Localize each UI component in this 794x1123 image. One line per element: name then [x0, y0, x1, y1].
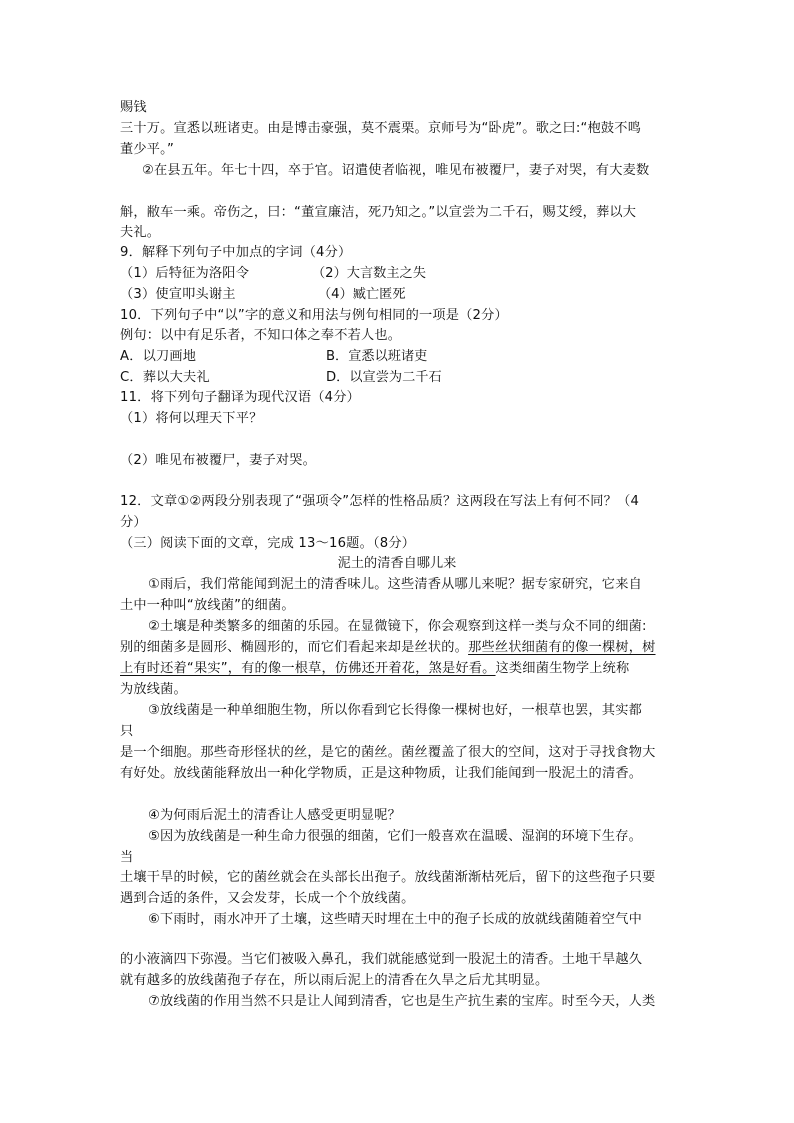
article-line — [120, 660, 629, 677]
question-9: 9．解释下列句子中加点的字词（4分） — [120, 245, 352, 260]
article-line: 当 — [120, 850, 134, 865]
article-line: 只 — [120, 724, 134, 739]
passage-line: 三十万。宣悉以班诸吏。由是博击豪强，莫不震栗。京师号为“卧虎”。歌之曰:“枹鼓不鸣 — [120, 121, 642, 136]
article-line: 是一个细胞。那些奇形怪状的丝，是它的菌丝。菌丝覆盖了很大的空间，这对于寻找食物大 — [120, 745, 656, 760]
question-10: 10．下列句子中“以”字的意义和用法与例句相同的一项是（2分） — [120, 308, 508, 323]
section-3-heading: （三）阅读下面的文章，完成 13～16题。（8分） — [120, 536, 416, 551]
article-line: 就有越多的放线菌孢子存在，所以雨后泥上的清香在久旱之后尤其明显。 — [120, 973, 549, 988]
q9-item-4: （4）臧亡匿死 — [318, 287, 406, 302]
question-12: 12．文章①②两段分别表现了“强项令”怎样的性格品质？这两段在写法上有何不同？（4 — [120, 494, 640, 509]
article-text: 这类细菌生物学上统称 — [495, 661, 630, 676]
article-text: 别的细菌多是圆形、椭圆形的，而它们看起来却是丝状的。 — [120, 640, 469, 655]
article-line: 土壤干旱的时候，它的菌丝就会在头部长出孢子。放线菌渐渐枯死后，留下的这些孢子只要 — [120, 870, 656, 885]
q9-item-1: （1）后特征为洛阳令 — [120, 266, 250, 281]
q11-item-2: （2）唯见布被覆尸，妻子对哭。 — [120, 453, 317, 468]
option-b: B．宣悉以班诸吏 — [326, 349, 428, 364]
article-line: ①雨后，我们常能闻到泥土的清香味儿。这些清香从哪儿来呢？据专家研究，它来自 — [148, 577, 642, 592]
article-line: ⑤因为放线菌是一种生命力很强的细菌，它们一般喜欢在温暖、湿润的环境下生存。 — [148, 829, 642, 844]
article-line: 遇到合适的条件，又会发芽，长成一个个放线菌。 — [120, 891, 415, 906]
option-d: D．以宣尝为二千石 — [326, 370, 442, 385]
article-line: 土中一种叫“放线菌”的细菌。 — [120, 598, 295, 613]
q11-item-1: （1）将何以理天下平？ — [120, 411, 263, 426]
q9-item-3: （3）使宣叩头谢主 — [120, 287, 236, 302]
article-line: ④为何雨后泥土的清香让人感受更明显呢？ — [148, 808, 401, 823]
article-line — [120, 639, 656, 656]
article-line: ②土壤是种类繁多的细菌的乐园。在显微镜下，你会观察到这样一类与众不同的细菌: — [148, 619, 647, 634]
article-line: 的小液滴四下弥漫。当它们被吸入鼻孔，我们就能感觉到一股泥土的清香。土地干旱越久 — [120, 952, 643, 967]
question-12-cont: 分） — [120, 515, 147, 530]
underlined-text: 那些丝状细菌有的像一棵树，树 — [468, 640, 656, 655]
passage-line: ②在县五年。年七十四，卒于官。诏遣使者临视，唯见布被覆尸，妻子对哭，有大麦数 — [142, 163, 650, 178]
passage-line: 夫礼。 — [120, 225, 161, 240]
option-c: C．葬以大夫礼 — [120, 370, 210, 385]
underlined-text: 上有时还着“果实”，有的像一根草，仿佛还开着花，煞是好看。 — [120, 661, 496, 676]
option-a: A．以刀画地 — [120, 349, 197, 364]
question-11: 11．将下列句子翻译为现代汉语（4分） — [120, 390, 360, 405]
article-line: 有好处。放线菌能释放出一种化学物质，正是这种物质，让我们能闻到一股泥土的清香。 — [120, 766, 643, 781]
passage-line: 董少平。” — [120, 142, 174, 157]
article-line: 为放线菌。 — [120, 682, 187, 697]
q10-example: 例句：以中有足乐者，不知口体之奉不若人也。 — [120, 328, 402, 343]
article-line: ③放线菌是一种单细胞生物，所以你看到它长得像一棵树也好，一根草也罢，其实都 — [148, 703, 642, 718]
article-title: 泥土的清香自哪儿来 — [337, 556, 457, 571]
article-line: ⑦放线菌的作用当然不只是让人闻到清香，它也是生产抗生素的宝库。时至今天，人类 — [148, 994, 656, 1009]
passage-line: 赐钱 — [120, 100, 147, 115]
passage-line: 斛，敝车一乘。帝伤之，曰：“董宣廉洁，死乃知之。”以宣尝为二千石，赐艾绶，葬以大 — [120, 205, 637, 220]
q9-item-2: （2）大言数主之失 — [312, 266, 426, 281]
article-line: ⑥下雨时，雨水冲开了土壤，这些晴天时埋在土中的孢子长成的放就线菌随着空气中 — [148, 912, 642, 927]
